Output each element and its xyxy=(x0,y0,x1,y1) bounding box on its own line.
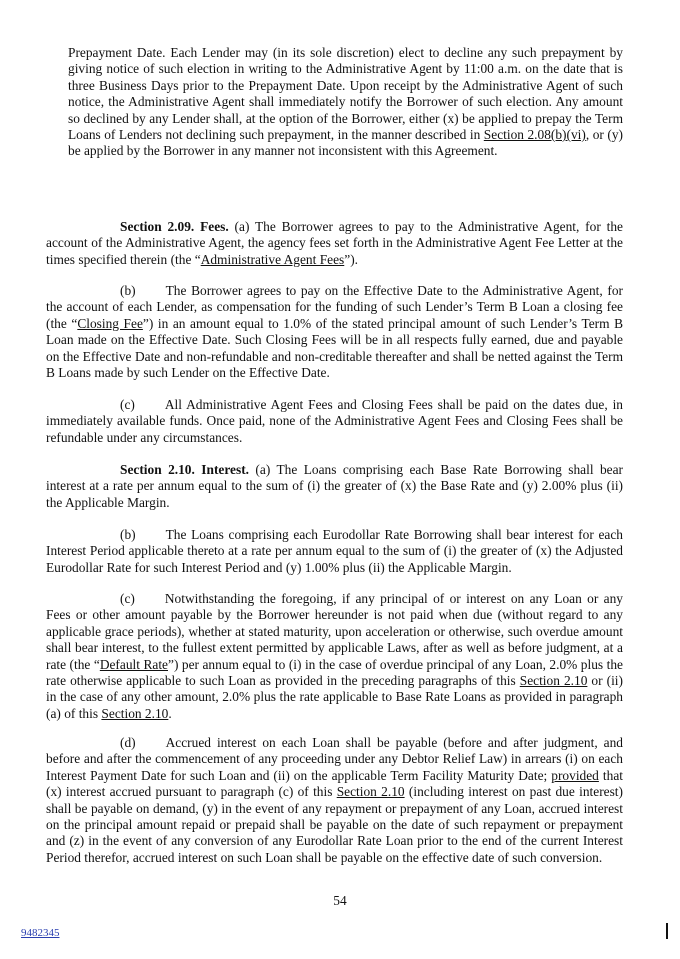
section-heading: Section 2.10. xyxy=(120,462,195,477)
paragraph-text: , or (y) be applied by the Borrower in any manner not inconsistent with this Agreement. xyxy=(68,127,623,159)
paragraph-text: (a) The Loans comprising each Base Rate Borrowing shall bear interest at a rate per annum equal to the sum of (i) the greater of (x) the Base Rate and (y) 2.00% plus (ii) the Applicable Margin. xyxy=(46,462,623,510)
section-title: Fees. xyxy=(200,219,229,234)
defined-term: Default Rate xyxy=(99,656,168,672)
clause-label: (b) xyxy=(120,283,136,298)
page-number: 54 xyxy=(333,893,347,908)
defined-term: Administrative Agent Fees xyxy=(200,251,345,267)
section-2-10-paragraph-b xyxy=(46,527,623,576)
paragraph-text: Accrued interest on each Loan shall be payable (before and after judgment, and before and after the commencement of any proceeding under any Debtor Relief Law) in arrears (i) on each Interest Payment Date for such Loan and (ii) on the applicable Term Facility Maturity Date; xyxy=(46,735,623,783)
paragraph-prepayment-continuation xyxy=(68,45,623,160)
paragraph-text: ”). xyxy=(344,251,359,267)
section-title: Interest. xyxy=(201,462,250,477)
section-2-10-paragraph-d xyxy=(46,735,623,866)
paragraph-text: ”) in an amount equal to 1.0% of the stated principal amount of such Lender’s Term B Loan made on the Effective Date. Such Closing Fees will be in all respects fully earned, due and payable on the Effective Date and non-refundable and non-creditable thereafter and shall be netted against the Term B Loans made by such Lender on the Effective Date. xyxy=(46,315,624,381)
paragraph-text: Prepayment Date. Each Lender may (in its sole discretion) elect to decline any such prepayment by giving notice of such election in writing to the Administrative Agent by 11:00 a.m. on the date that is three Business Days prior to the Prepayment Date. Upon receipt by the Administrative Agent of such notice, the Administrative Agent shall immediately notify the Borrower of such election. Any amount so declined by any Lender shall, at the option of the Borrower, either (x) be applied to prepay the Term Loans of Lenders not declining such prepayment, in the manner described in xyxy=(68,45,623,143)
cross-reference: Section 2.08(b)(vi) xyxy=(483,127,586,143)
defined-term: provided xyxy=(551,767,599,783)
defined-term: Closing Fee xyxy=(77,315,143,331)
section-2-10-paragraph-a xyxy=(46,462,623,511)
clause-label: (c) xyxy=(120,591,135,606)
section-2-09-paragraph-a xyxy=(46,219,623,268)
cross-reference: Section 2.10 xyxy=(101,705,169,721)
change-bar xyxy=(666,923,668,939)
cross-reference: Section 2.10 xyxy=(336,784,405,800)
document-id-link[interactable]: 9482345 xyxy=(21,927,60,939)
clause-label: (d) xyxy=(120,735,136,750)
clause-label: (c) xyxy=(120,397,135,412)
paragraph-text: that (x) interest accrued pursuant to paragraph (c) of this xyxy=(46,767,623,800)
section-heading: Section 2.09. xyxy=(120,219,195,234)
clause-label: (b) xyxy=(120,527,136,542)
paragraph-text: or (ii) in the case of any other amount, 2.0% plus the rate applicable to Base Rate Loans as provided in paragraph (a) of this xyxy=(46,673,623,721)
paragraph-text: The Borrower agrees to pay on the Effective Date to the Administrative Agent, for the account of each Lender, as compensation for the funding of such Lender’s Term B Loan a closing fee (the “ xyxy=(46,283,623,331)
cross-reference: Section 2.10 xyxy=(519,673,588,689)
paragraph-text: ”) per annum equal to (i) in the case of overdue principal of any Loan, 2.0% plus the rate otherwise applicable to such Loan as provided in the preceding paragraphs of this xyxy=(46,656,623,689)
paragraph-text: All Administrative Agent Fees and Closing Fees shall be paid on the dates due, in immediately available funds. Once paid, none of the Administrative Agent Fees and Closing Fees shall be refundable under any circumstances. xyxy=(46,397,623,445)
section-2-09-paragraph-b xyxy=(46,283,623,381)
paragraph-text: (a) The Borrower agrees to pay to the Administrative Agent, for the account of the Administrative Agent, the agency fees set forth in the Administrative Agent Fee Letter at the times specified therein (the “ xyxy=(46,219,623,267)
section-2-09-paragraph-c xyxy=(46,397,623,446)
paragraph-text: (including interest on past due interest) shall be payable on demand, (y) in the event of any repayment or prepayment of any Loan, accrued interest on the principal amount repaid or prepaid shall be payable on the date of such repayment or prepayment and (z) in the event of any conversion of any Eurodollar Rate Loan prior to the end of the current Interest Period therefor, accrued interest on such Loan shall be payable on the effective date of such conversion. xyxy=(46,784,623,865)
paragraph-text: . xyxy=(168,705,172,721)
paragraph-text: Notwithstanding the foregoing, if any principal of or interest on any Loan or any Fees or other amount payable by the Borrower hereunder is not paid when due (without regard to any applicable grace periods), whether at stated maturity, upon acceleration or otherwise, such overdue amount shall bear interest, to the fullest extent permitted by applicable Laws, after as well as before judgment, at a rate (the “ xyxy=(46,591,623,672)
paragraph-text: The Loans comprising each Eurodollar Rate Borrowing shall bear interest for each Interest Period applicable thereto at a rate per annum equal to the sum of (i) the greater of (x) the Adjusted Eurodollar Rate for such Interest Period and (y) 1.00% plus (ii) the Applicable Margin. xyxy=(46,527,623,575)
section-2-10-paragraph-c xyxy=(46,591,623,722)
